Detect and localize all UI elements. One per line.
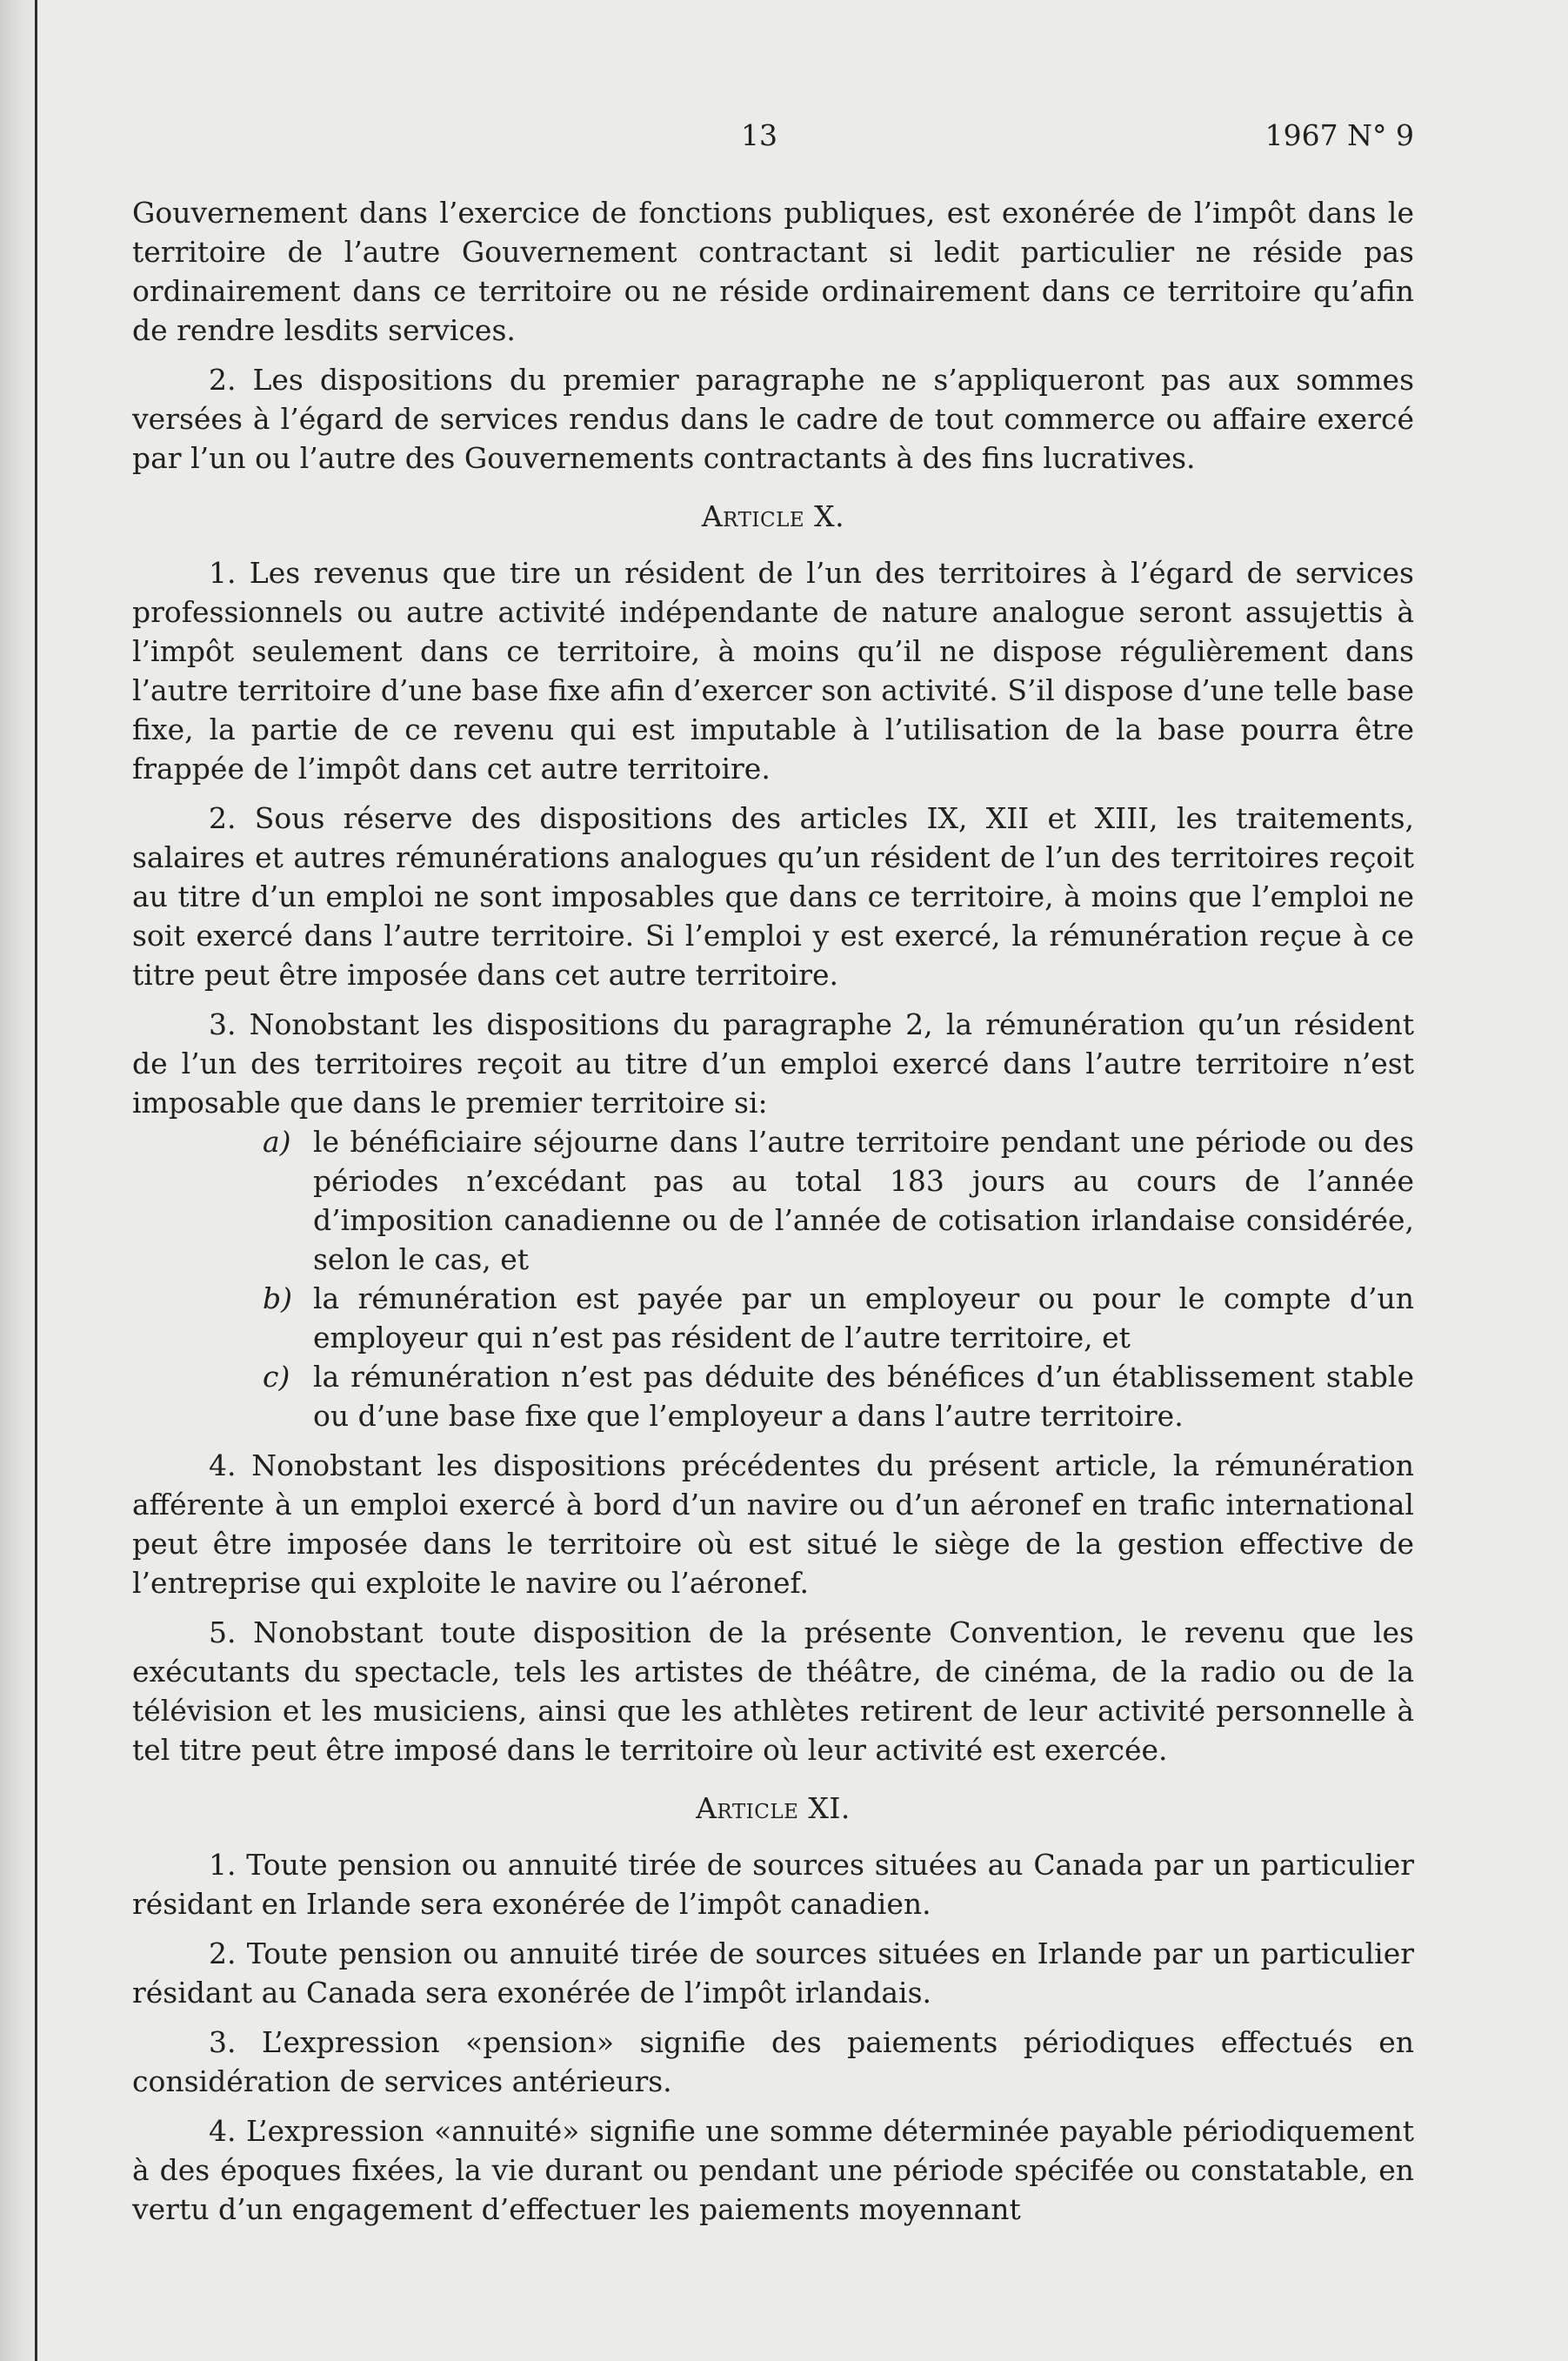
list-item [132, 1357, 1414, 1435]
paragraph: 1. Les revenus que tire un résident de l’un des territoires à l’égard de services professionnels ou autre activité indépendante de nature analogue seront assujettis à l’impôt seulement dans ce territoire, à moins qu’il ne dispose régulièrement dans l’autre territoire d’une base fixe afin d’exercer son activité. S’il dispose d’une telle base fixe, la partie de ce revenu qui est imputable à l’utilisation de la base pourra être frappée de l’impôt dans cet autre territoire. [132, 556, 1414, 786]
paragraph: 2. Les dispositions du premier paragraphe ne s’appliqueront pas aux sommes versées à l’égard de services rendus dans le cadre de tout commerce ou affaire exercé par l’un ou l’autre des Gouvernements contractants à des fins lucratives. [132, 363, 1414, 475]
list-item-text: la rémunération est payée par un employeur ou pour le compte d’un employeur qui n’est pas résident de l’autre territoire, et [313, 1281, 1414, 1354]
article-heading-xi: Article XI. [696, 1791, 851, 1825]
paragraph-continuation: Gouvernement dans l’exercice de fonctions publiques, est exonérée de l’impôt dans le territoire de l’autre Gouvernement contractant si ledit particulier ne réside pas ordinairement dans ce territoire ou ne réside ordinairement dans ce territoire qu’afin de rendre lesdits services. [132, 196, 1414, 347]
list-item-label: c) [263, 1360, 290, 1394]
enumerated-list [132, 1122, 1414, 1435]
article-heading-x: Article X. [701, 499, 845, 533]
header-year-number: 1967 N° 9 [1264, 118, 1414, 152]
binding-edge [35, 0, 37, 2361]
body-text [132, 193, 1414, 2239]
list-item-label: a) [263, 1125, 291, 1159]
list-item [132, 1279, 1414, 1357]
list-item-text: le bénéficiaire séjourne dans l’autre territoire pendant une période ou des périodes n’excédant pas au total 183 jours au cours de l’année d’imposition canadienne ou de l’année de cotisation irlandaise considérée, selon le cas, et [313, 1125, 1414, 1276]
paragraph: 1. Toute pension ou annuité tirée de sources situées au Canada par un particulier résidant en Irlande sera exonérée de l’impôt canadien. [132, 1848, 1414, 1921]
list-item-label: b) [263, 1281, 292, 1315]
document-page [132, 0, 1414, 2361]
paragraph: 5. Nonobstant toute disposition de la présente Convention, le revenu que les exécutants du spectacle, tels les artistes de théâtre, de cinéma, de la radio ou de la télévision et les musiciens, ainsi que les athlètes retirent de leur activité personnelle à tel titre peut être imposé dans le territoire où leur activité est exercée. [132, 1615, 1414, 1767]
list-item-text: la rémunération n’est pas déduite des bénéfices d’un établissement stable ou d’une base fixe que l’employeur a dans l’autre territoire. [313, 1360, 1414, 1433]
paragraph: 2. Sous réserve des dispositions des articles IX, XII et XIII, les traitements, salaires et autres rémunérations analogues qu’un résident de l’un des territoires reçoit au titre d’un emploi ne sont imposables que dans ce territoire, à moins que l’emploi ne soit exercé dans l’autre territoire. Si l’emploi y est exercé, la rémunération reçue à ce titre peut être imposée dans cet autre territoire. [132, 801, 1414, 992]
list-item [132, 1122, 1414, 1279]
page-number: 13 [741, 118, 777, 152]
paragraph: 4. Nonobstant les dispositions précédentes du présent article, la rémunération afférente à un emploi exercé à bord d’un navire ou d’un aéronef en trafic international peut être imposée dans le territoire où est situé le siège de la gestion effective de l’entreprise qui exploite le navire ou l’aéronef. [132, 1448, 1414, 1600]
paragraph: 4. L’expression «annuité» signifie une somme déterminée payable périodiquement à des époques fixées, la vie durant ou pendant une période spécifée ou constatable, en vertu d’un engagement d’effectuer les paiements moyennant [132, 2114, 1414, 2226]
paragraph: 3. Nonobstant les dispositions du paragraphe 2, la rémunération qu’un résident de l’un des territoires reçoit au titre d’un emploi exercé dans l’autre territoire n’est imposable que dans le premier territoire si: [132, 1007, 1414, 1120]
page-header [132, 118, 1414, 164]
paragraph: 3. L’expression «pension» signifie des paiements périodiques effectués en considération de services antérieurs. [132, 2025, 1414, 2098]
paragraph: 2. Toute pension ou annuité tirée de sources situées en Irlande par un particulier résidant au Canada sera exonérée de l’impôt irlandais. [132, 1936, 1414, 2010]
